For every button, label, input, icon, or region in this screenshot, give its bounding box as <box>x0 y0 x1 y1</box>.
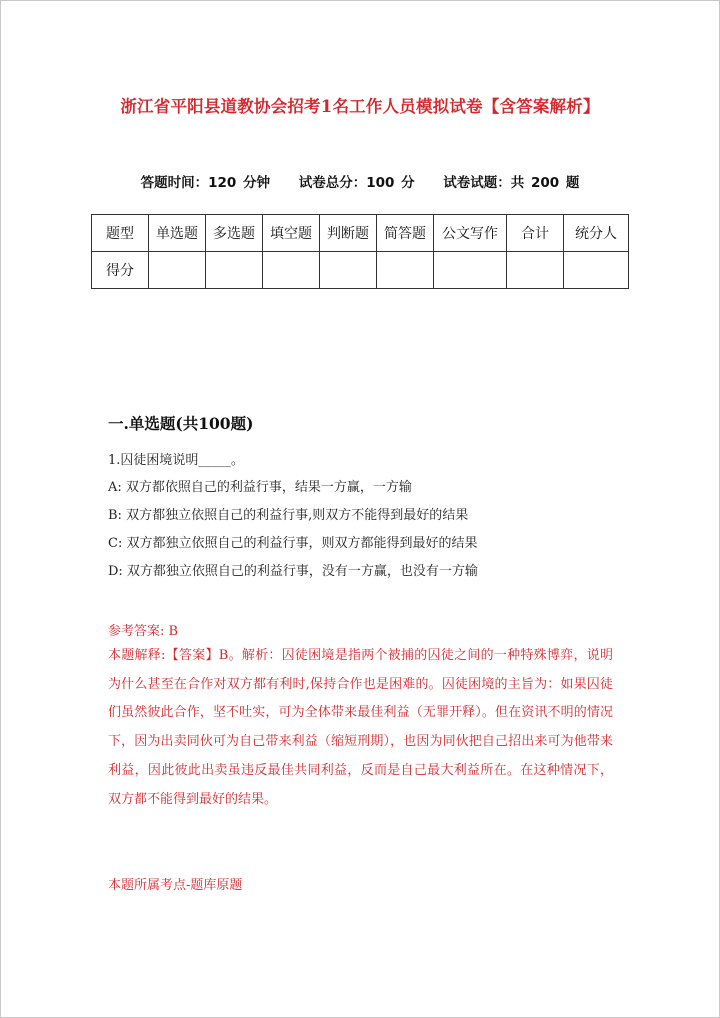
score-cell[interactable] <box>263 252 320 289</box>
score-cell[interactable] <box>507 252 564 289</box>
option-a: A: 双方都依照自己的利益行事，结果一方赢，一方输 <box>108 480 412 495</box>
exam-total-questions: 试卷试题：共 200 题 <box>443 175 580 191</box>
question-stem: 1.囚徒困境说明_____。 <box>108 453 244 468</box>
score-cell[interactable] <box>564 252 629 289</box>
score-row-label: 得分 <box>92 252 149 289</box>
score-cell[interactable] <box>377 252 434 289</box>
score-table-header-cell: 简答题 <box>377 215 434 252</box>
score-table <box>91 214 629 289</box>
score-table-header-cell: 判断题 <box>320 215 377 252</box>
score-table-header-cell: 单选题 <box>149 215 206 252</box>
score-table-score-row <box>92 252 629 289</box>
score-cell[interactable] <box>206 252 263 289</box>
score-table-header-cell: 公文写作 <box>434 215 507 252</box>
score-table-header-cell: 填空题 <box>263 215 320 252</box>
exam-meta <box>0 171 720 191</box>
score-cell[interactable] <box>149 252 206 289</box>
score-table-header-cell: 统分人 <box>564 215 629 252</box>
question-source: 本题所属考点-题库原题 <box>108 878 243 893</box>
score-cell[interactable] <box>434 252 507 289</box>
score-table-header-row <box>92 215 629 252</box>
option-c: C: 双方都独立依照自己的利益行事，则双方都能得到最好的结果 <box>108 536 478 551</box>
reference-answer: 参考答案: B <box>108 624 179 639</box>
score-table-header-cell: 多选题 <box>206 215 263 252</box>
score-table-header-cell: 题型 <box>92 215 149 252</box>
exam-time: 答题时间：120 分钟 <box>140 175 270 191</box>
exam-total-score: 试卷总分：100 分 <box>298 175 415 191</box>
section-title: 一.单选题(共100题) <box>108 414 254 433</box>
option-b: B: 双方都独立依照自己的利益行事,则双方不能得到最好的结果 <box>108 508 469 523</box>
page-title: 浙江省平阳县道教协会招考1名工作人员模拟试卷【含答案解析】 <box>120 97 600 116</box>
option-d: D: 双方都独立依照自己的利益行事，没有一方赢，也没有一方输 <box>108 564 478 579</box>
answer-explanation: 本题解释:【答案】B。解析：囚徒困境是指两个被捕的囚徒之间的一种特殊博弈，说明为什么甚至在合作对双方都有利时,保持合作也是困难的。囚徒困境的主旨为：如果囚徒们虽然彼此合作，坚不吐实，可为全体带来最佳利益（无罪开释）。但在资讯不明的情况下，因为出卖同伙可为自己带来利益（缩短刑期），也因为同伙把自己招出来可为他带来利益，因此彼此出卖虽违反最佳共同利益，反而是自己最大利益所在。在这种情况下，双方都不能得到最好的结果。 <box>108 648 613 807</box>
score-cell[interactable] <box>320 252 377 289</box>
score-table-header-cell: 合计 <box>507 215 564 252</box>
